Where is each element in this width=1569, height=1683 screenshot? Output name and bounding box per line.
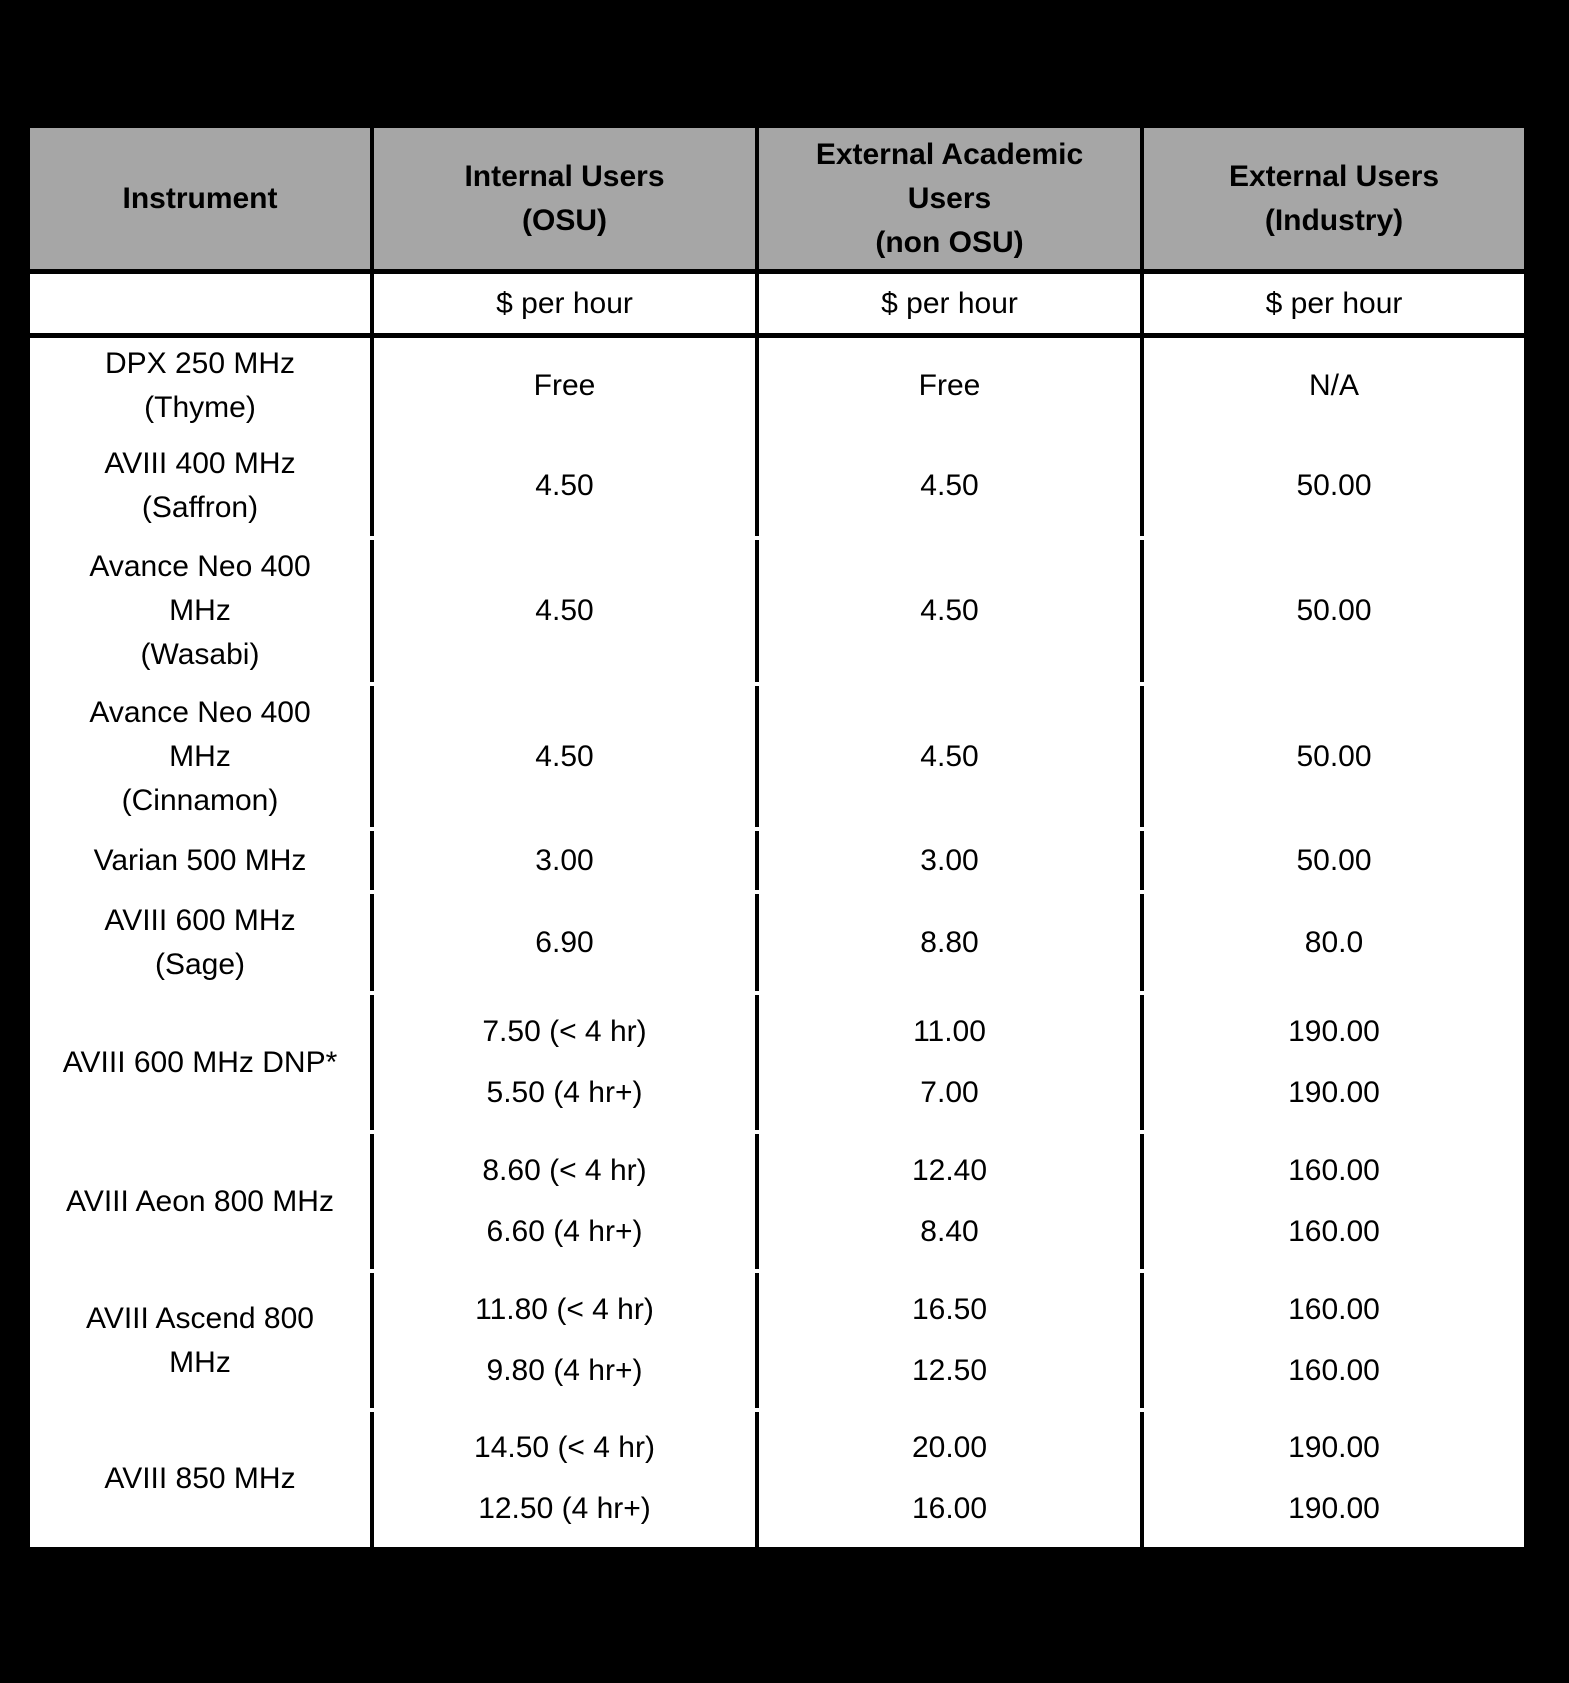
rate-pair <box>1288 1410 1380 1547</box>
internal-rate-cell <box>374 829 755 892</box>
instrument-name-line: AVIII Ascend 800 <box>86 1301 314 1335</box>
row-boundary-gap <box>755 1130 759 1134</box>
row-boundary-gap <box>755 536 759 540</box>
rate-value: 190.00 <box>1288 1431 1380 1465</box>
instrument-name-line: (Thyme) <box>144 391 256 424</box>
row-boundary-gap <box>370 536 374 540</box>
header-external-academic <box>759 128 1140 269</box>
industry-rate-cell <box>1144 1271 1524 1410</box>
instrument-name-line: DPX 250 MHz <box>104 347 296 380</box>
units-label: $ per hour <box>1265 286 1403 320</box>
header-label-line: External Users <box>1228 159 1440 193</box>
internal-rate-cell <box>374 684 755 829</box>
internal-rate-cell <box>374 1271 755 1410</box>
instrument-cell <box>30 1410 370 1547</box>
external-academic-rate-cell <box>759 829 1140 892</box>
rate-value: 11.00 <box>913 1014 986 1048</box>
instrument-name-line: (Cinnamon) <box>121 783 279 817</box>
row-boundary-gap <box>370 827 374 831</box>
rate-pair <box>912 1410 987 1547</box>
internal-rate-cell <box>374 338 755 434</box>
internal-rate-cell <box>374 1132 755 1271</box>
rate-pair <box>1288 1132 1380 1271</box>
rate-value: 12.40 <box>911 1153 988 1187</box>
industry-rate-cell <box>1144 538 1524 684</box>
rate-pair <box>912 1132 987 1271</box>
industry-rate-cell <box>1144 1132 1524 1271</box>
rate-value: 20.00 <box>911 1431 988 1465</box>
row-boundary-gap <box>1140 1269 1144 1273</box>
row-boundary-gap <box>1140 1408 1144 1412</box>
industry-rate-cell <box>1144 1410 1524 1547</box>
instrument-name-line: MHz <box>169 739 231 773</box>
instrument-cell <box>30 993 370 1132</box>
rate-value: 50.00 <box>1296 843 1372 877</box>
rate-pair <box>912 1271 987 1410</box>
rate-value: 50.00 <box>1296 739 1372 773</box>
header-label-line: (non OSU) <box>875 225 1024 259</box>
instrument-name-line: AVIII 400 MHz <box>104 447 296 480</box>
rate-value: 9.80 (4 hr+) <box>486 1354 643 1388</box>
rate-value: 11.80 (< 4 hr) <box>475 1292 654 1326</box>
industry-rate-cell <box>1144 434 1524 538</box>
row-boundary-gap <box>370 682 374 686</box>
rate-value: 6.60 (4 hr+) <box>486 1215 643 1249</box>
row-boundary-gap <box>370 991 374 995</box>
instrument-cell <box>30 434 370 538</box>
row-boundary-gap <box>370 1269 374 1273</box>
rate-value: 16.50 <box>911 1292 988 1326</box>
industry-rate-cell <box>1144 684 1524 829</box>
rate-value: 4.50 <box>535 594 594 627</box>
external-academic-rate-cell <box>759 1132 1140 1271</box>
rate-value: 3.00 <box>920 843 979 877</box>
row-boundary-gap <box>755 991 759 995</box>
rate-pair <box>1288 993 1380 1132</box>
external-academic-rate-cell <box>759 1410 1140 1547</box>
external-academic-rate-cell <box>759 993 1140 1132</box>
rate-value: Free <box>918 369 981 402</box>
rate-pair <box>913 993 986 1132</box>
header-label-line: (Industry) <box>1264 203 1404 237</box>
internal-rate-cell <box>374 538 755 684</box>
rate-value: 5.50 (4 hr+) <box>486 1076 643 1110</box>
rate-value: 3.00 <box>535 843 594 877</box>
external-academic-rate-cell <box>759 338 1140 434</box>
row-boundary-gap <box>755 1269 759 1273</box>
row-boundary-gap <box>370 1408 374 1412</box>
header-internal-users <box>374 128 755 269</box>
row-boundary-gap <box>1140 1130 1144 1134</box>
instrument-cell <box>30 1132 370 1271</box>
units-cell <box>374 274 755 333</box>
external-academic-rate-cell <box>759 892 1140 993</box>
instrument-name-line: AVIII Aeon 800 MHz <box>66 1184 334 1218</box>
row-boundary-gap <box>1140 991 1144 995</box>
rate-value: 160.00 <box>1288 1354 1380 1388</box>
rate-value: 190.00 <box>1288 1076 1380 1110</box>
header-label-line: External Academic <box>815 137 1084 171</box>
rate-value: 160.00 <box>1288 1215 1380 1249</box>
header-external-industry <box>1144 128 1524 269</box>
internal-rate-cell <box>374 892 755 993</box>
instrument-cell <box>30 338 370 434</box>
header-label-line: Users <box>907 181 992 215</box>
rate-value: 7.50 (< 4 hr) <box>482 1014 647 1048</box>
instrument-cell <box>30 829 370 892</box>
rate-value: 12.50 <box>911 1354 988 1388</box>
industry-rate-cell <box>1144 338 1524 434</box>
row-boundary-gap <box>370 890 374 894</box>
rate-value: 12.50 (4 hr+) <box>478 1491 651 1525</box>
rate-value: 190.00 <box>1288 1491 1380 1525</box>
header-label-line: (OSU) <box>522 203 607 237</box>
rate-pair <box>474 1410 655 1547</box>
rate-value: 8.80 <box>920 925 979 959</box>
instrument-cell <box>30 684 370 829</box>
external-academic-rate-cell <box>759 434 1140 538</box>
units-cell <box>1144 274 1524 333</box>
instrument-cell <box>30 1271 370 1410</box>
instrument-name-line: Varian 500 MHz <box>93 843 307 877</box>
row-boundary-gap <box>755 827 759 831</box>
instrument-cell <box>30 892 370 993</box>
row-boundary-gap <box>1140 536 1144 540</box>
rate-value: 4.50 <box>535 739 594 773</box>
industry-rate-cell <box>1144 993 1524 1132</box>
row-boundary-gap <box>755 682 759 686</box>
internal-rate-cell <box>374 993 755 1132</box>
instrument-name-line: (Wasabi) <box>140 638 260 671</box>
rate-value: 4.50 <box>920 594 979 627</box>
row-boundary-gap <box>755 890 759 894</box>
header-instrument-label: Instrument <box>122 181 278 215</box>
rate-value: 190.00 <box>1288 1014 1380 1048</box>
pricing-table <box>30 128 1524 1547</box>
industry-rate-cell <box>1144 829 1524 892</box>
rate-value: 80.0 <box>1304 925 1364 959</box>
rate-value: 160.00 <box>1288 1153 1380 1187</box>
rate-pair <box>482 1132 646 1271</box>
units-cell <box>30 274 370 333</box>
industry-rate-cell <box>1144 892 1524 993</box>
rate-value: 50.00 <box>1296 469 1372 502</box>
units-label: $ per hour <box>881 286 1018 320</box>
header-label-line: Internal Users <box>464 159 665 193</box>
instrument-name-line: MHz <box>169 1345 231 1379</box>
header-instrument <box>30 128 370 269</box>
internal-rate-cell <box>374 434 755 538</box>
rate-value: 50.00 <box>1296 594 1372 627</box>
external-academic-rate-cell <box>759 684 1140 829</box>
row-boundary-gap <box>1140 827 1144 831</box>
rate-value: 6.90 <box>535 925 594 959</box>
instrument-name-line: AVIII 600 MHz DNP* <box>62 1045 338 1079</box>
rate-value: 4.50 <box>535 469 594 502</box>
instrument-name-line: (Saffron) <box>141 491 259 524</box>
rate-value: 8.60 (< 4 hr) <box>482 1153 647 1187</box>
rate-value: 4.50 <box>920 739 979 773</box>
internal-rate-cell <box>374 1410 755 1547</box>
instrument-name-line: AVIII 600 MHz <box>104 903 296 937</box>
row-boundary-gap <box>1140 682 1144 686</box>
instrument-name-line: Avance Neo 400 <box>89 695 311 729</box>
units-cell <box>759 274 1140 333</box>
rate-value: 4.50 <box>920 469 979 502</box>
instrument-cell <box>30 538 370 684</box>
rate-value: 7.00 <box>920 1076 979 1110</box>
rate-value: 8.40 <box>920 1215 979 1249</box>
rate-value: 160.00 <box>1288 1292 1380 1326</box>
rate-value: N/A <box>1308 369 1359 402</box>
external-academic-rate-cell <box>759 1271 1140 1410</box>
instrument-name-line: MHz <box>169 594 231 627</box>
units-label: $ per hour <box>496 286 633 320</box>
instrument-name-line: (Sage) <box>154 947 246 981</box>
external-academic-rate-cell <box>759 538 1140 684</box>
rate-value: 14.50 (< 4 hr) <box>474 1431 655 1465</box>
rate-pair <box>1288 1271 1380 1410</box>
rate-pair <box>482 993 646 1132</box>
rate-value: Free <box>533 369 596 402</box>
rate-pair <box>475 1271 654 1410</box>
instrument-name-line: AVIII 850 MHz <box>104 1461 296 1495</box>
instrument-name-line: Avance Neo 400 <box>89 550 311 583</box>
rate-value: 16.00 <box>911 1491 988 1525</box>
row-boundary-gap <box>755 1408 759 1412</box>
row-boundary-gap <box>1140 890 1144 894</box>
row-boundary-gap <box>370 1130 374 1134</box>
